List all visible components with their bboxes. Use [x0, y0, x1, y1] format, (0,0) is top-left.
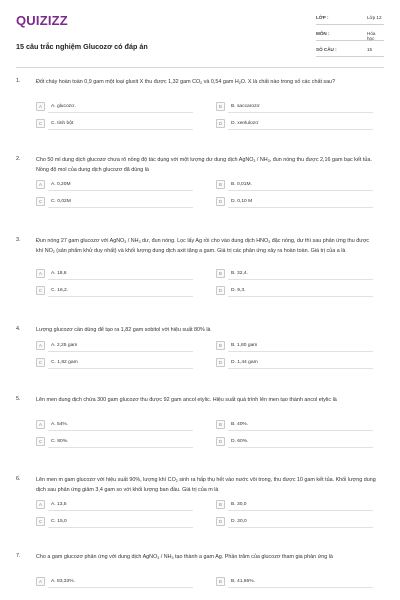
- question-number: 1.: [16, 78, 21, 84]
- option-text: B. saccarozơ: [231, 103, 260, 109]
- option-underline: [228, 207, 373, 208]
- meta-label: MÔN :: [316, 31, 330, 36]
- option-text: C. 16,2.: [51, 288, 69, 294]
- option-letter: B: [219, 271, 222, 277]
- option-text: A. 0,20M: [51, 181, 71, 187]
- option-underline: [228, 190, 373, 191]
- worksheet-header: [16, 12, 384, 60]
- option-letter: B: [219, 501, 222, 507]
- option-letter: A: [39, 103, 42, 109]
- option-underline: [48, 190, 193, 191]
- option-letter: B: [219, 181, 222, 187]
- option-letter: C: [38, 518, 43, 524]
- option-underline: [48, 527, 193, 528]
- option-text: D. 0,10 M: [231, 198, 253, 204]
- option-underline: [228, 510, 373, 511]
- question-number: 2.: [16, 156, 21, 162]
- option-underline: [48, 129, 193, 130]
- option-text: C. 0,02M: [51, 198, 71, 204]
- option-underline: [228, 129, 373, 130]
- option-underline: [228, 368, 373, 369]
- question-number: 7.: [16, 553, 21, 559]
- option-text: A. 2,25 gam: [51, 342, 78, 348]
- question-text: Lên men dung dịch chứa 300 gam glucozơ thu được 92 gam ancol etylic. Hiệu suất quá trình lên men tạo thành ancol etylic là: [36, 397, 337, 403]
- meta-row-count: [316, 44, 384, 57]
- header-divider: [16, 67, 384, 68]
- option-text: D. 9,3.: [231, 288, 246, 294]
- option-letter: A: [39, 501, 42, 507]
- option-letter: A: [39, 578, 42, 584]
- question-text: Đun nóng 27 gam glucozơ với AgNO$_3$ / $NH_3$ dư, đun nóng. Lọc lấy Ag rồi cho vào dung dịch $HNO_3$ đặc nóng, dư thì sau phản ứng thu được khí $NO_2$ (sản phẩm khử duy nhất) và khối lượng dung dịch axit tăng a gam. Giá trị các phản ứng xảy ra hoàn toàn. Giá trị của a là: [36, 238, 370, 254]
- option-text: C. 80%.: [51, 438, 69, 444]
- option-letter: D: [218, 438, 223, 444]
- option-text: A. 18,6: [51, 271, 67, 277]
- option-text: D. xenlulozơ: [231, 120, 259, 126]
- option-letter: A: [39, 421, 42, 427]
- option-text: B. 30,0: [231, 501, 247, 507]
- option-underline: [48, 296, 193, 297]
- question-number: 5.: [16, 396, 21, 402]
- option-letter: A: [39, 181, 42, 187]
- option-underline: [48, 430, 193, 431]
- option-text: B. 40%.: [231, 421, 249, 427]
- option-underline: [48, 368, 193, 369]
- option-text: B. 32,4.: [231, 271, 248, 277]
- option-text: A. 83,33%.: [51, 578, 75, 584]
- option-text: B. 0,01M.: [231, 181, 252, 187]
- option-letter: D: [218, 198, 223, 204]
- option-underline: [228, 279, 373, 280]
- option-underline: [48, 279, 193, 280]
- option-underline: [228, 351, 373, 352]
- question-text: Lên men m gam glucozơ với hiệu suất 90%, lượng khí $CO_2$ sinh ra hấp thụ hết vào nước vôi trong, thu được 10 gam kết tủa. Khối lượng dung dịch sau phản ứng giảm 3,4 gam so với khối lượng ban đầu. Giá trị của m là: [36, 477, 376, 493]
- option-letter: D: [218, 359, 223, 365]
- option-text: A. glucozơ.: [51, 103, 76, 109]
- option-underline: [48, 112, 193, 113]
- option-letter: A: [39, 342, 42, 348]
- option-letter: D: [218, 518, 223, 524]
- worksheet-meta: [316, 12, 384, 60]
- question-text: Cho 50 ml dung dịch glucozơ chưa rõ nồng độ tác dụng với một lượng dư dung dịch AgNO$_3$ / $NH_3$, đun nóng thu được 2,16 gam bạc kết tủa. Nồng độ mol của dung dịch glucozơ đã dùng là: [36, 157, 372, 173]
- option-text: C. 1,82 gam: [51, 359, 78, 365]
- option-letter: B: [219, 103, 222, 109]
- option-underline: [228, 587, 373, 588]
- option-letter: C: [38, 438, 43, 444]
- option-underline: [228, 527, 373, 528]
- quizizz-logo: QUIZIZZ: [16, 13, 68, 28]
- option-text: D. 20,0: [231, 518, 247, 524]
- option-underline: [228, 447, 373, 448]
- option-text: B. 1,80 gam: [231, 342, 258, 348]
- option-letter: D: [218, 288, 223, 294]
- meta-row-class: [316, 12, 384, 25]
- option-letter: D: [218, 120, 223, 126]
- question-number: 4.: [16, 326, 21, 332]
- option-underline: [228, 430, 373, 431]
- meta-label: LỚP :: [316, 15, 329, 20]
- option-underline: [48, 510, 193, 511]
- option-letter: C: [38, 120, 43, 126]
- option-underline: [228, 296, 373, 297]
- option-text: B. 41,66%.: [231, 578, 255, 584]
- option-letter: C: [38, 198, 43, 204]
- option-text: C. 15,0: [51, 518, 67, 524]
- question-text: Lượng glucozơ cần dùng để tạo ra 1,82 gam sobitol với hiệu suất 80% là: [36, 327, 211, 333]
- option-underline: [228, 112, 373, 113]
- option-text: C. tinh bột: [51, 120, 74, 126]
- question-text: Cho a gam glucozơ phản ứng với dung dịch AgNO$_3$ / $NH_3$ tạo thành a gam Ag. Phần trăm của glucozơ tham gia phản ứng là: [36, 554, 333, 560]
- meta-row-subject: [316, 28, 384, 41]
- option-text: A. 13,5: [51, 501, 67, 507]
- question-number: 3.: [16, 237, 21, 243]
- option-letter: B: [219, 342, 222, 348]
- meta-value: Hóa học: [367, 31, 376, 41]
- option-letter: B: [219, 421, 222, 427]
- question-number: 6.: [16, 476, 21, 482]
- option-letter: C: [38, 288, 43, 294]
- option-underline: [48, 587, 193, 588]
- meta-value: 15: [367, 47, 373, 52]
- option-underline: [48, 447, 193, 448]
- option-underline: [48, 351, 193, 352]
- option-text: D. 1,44 gam: [231, 359, 258, 365]
- option-letter: B: [219, 578, 222, 584]
- meta-value: Lớp 12: [367, 15, 382, 20]
- option-letter: A: [39, 271, 42, 277]
- option-text: D. 60%.: [231, 438, 249, 444]
- meta-label: SỐ CÂU :: [316, 47, 337, 52]
- option-letter: C: [38, 359, 43, 365]
- option-underline: [48, 207, 193, 208]
- worksheet-title: 15 câu trắc nghiệm Glucozơ có đáp án: [16, 42, 148, 51]
- option-text: A. 54%.: [51, 421, 69, 427]
- question-text: Đốt cháy hoàn toàn 0,9 gam một loại gluxit X thu được 1,32 gam $CO_2$ và 0,54 gam $H_2O$. X là chất nào trong số các chất sau?: [36, 79, 336, 85]
